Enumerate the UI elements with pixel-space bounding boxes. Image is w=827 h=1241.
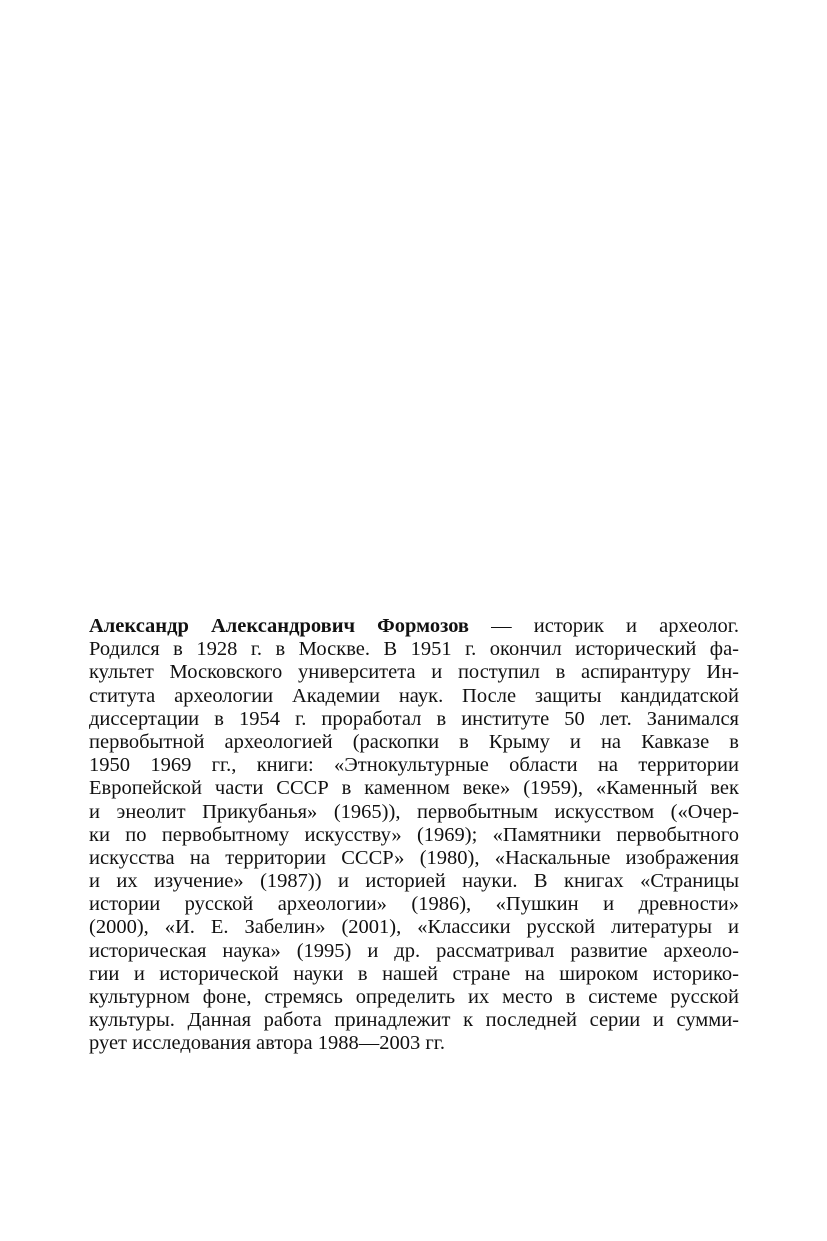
bio-line: диссертации в 1954 г. проработал в институте 50 лет. Занимался <box>89 707 739 730</box>
bio-line: Европейской части СССР в каменном веке» (1959), «Каменный век <box>89 777 739 800</box>
bio-line: ститута археологии Академии наук. После защиты кандидатской <box>89 684 739 707</box>
bio-line: истории русской археологии» (1986), «Пушкин и древности» <box>89 893 739 916</box>
bio-line: искусства на территории СССР» (1980), «Наскальные изображения <box>89 846 739 869</box>
bio-line: культурном фоне, стремясь определить их место в системе русской <box>89 986 739 1008</box>
bio-line: и энеолит Прикубанья» (1965)), первобытным искусством («Очер- <box>89 800 739 823</box>
bio-line: гии и исторической науки в нашей стране на широком историко- <box>89 962 739 985</box>
bio-line: ки по первобытному искусству» (1969); «Памятники первобытного <box>89 823 739 846</box>
author-name: Александр Александрович Формозов <box>89 615 470 637</box>
bio-line-1 <box>89 615 739 638</box>
bio-line: и их изучение» (1987)) и историей науки. В книгах «Страницы <box>89 870 739 893</box>
author-bio <box>89 615 739 1056</box>
bio-line: первобытной археологией (раскопки в Крыму и на Кавказе в <box>89 730 739 753</box>
bio-line: историческая наука» (1995) и др. рассматривал развитие археоло- <box>89 939 739 962</box>
author-description: — историк и археолог. <box>469 615 740 637</box>
bio-line: 1950 1969 гг., книги: «Этнокультурные области на территории <box>89 754 739 777</box>
bio-line: (2000), «И. Е. Забелин» (2001), «Классики русской литературы и <box>89 916 739 939</box>
bio-line: Родился в 1928 г. в Москве. В 1951 г. окончил исторический фа- <box>89 638 739 661</box>
bio-line: культуры. Данная работа принадлежит к последней серии и сумми- <box>89 1009 739 1032</box>
bio-line: культет Московского университета и поступил в аспирантуру Ин- <box>89 661 739 684</box>
bio-line-last: рует исследования автора 1988—2003 гг. <box>89 1032 445 1055</box>
